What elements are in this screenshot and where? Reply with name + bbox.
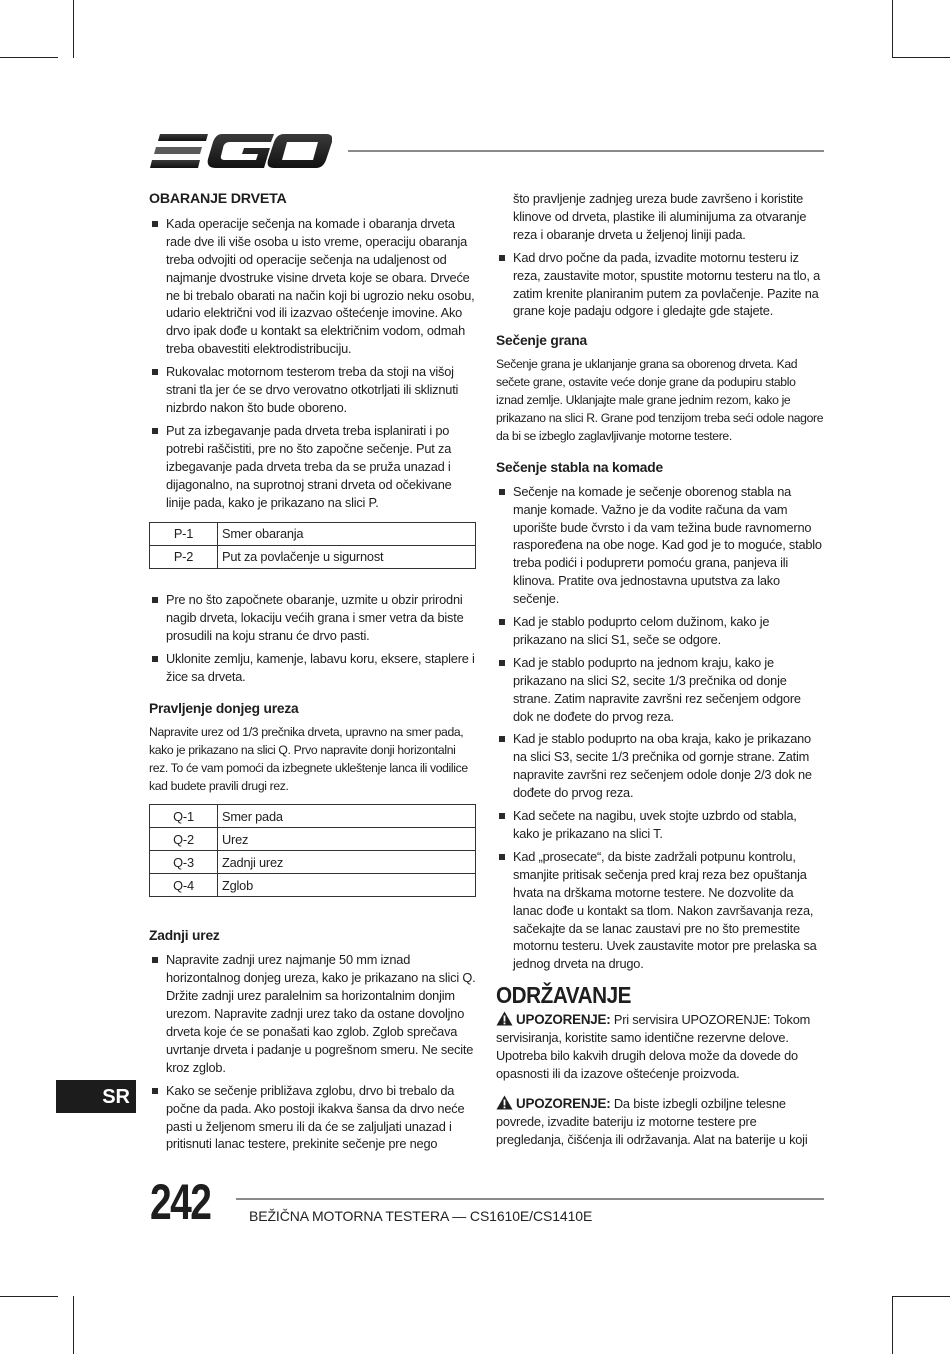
table-row xyxy=(150,828,476,851)
section-title-bucking: Sečenje stabla na komade xyxy=(496,459,663,475)
crop-mark xyxy=(892,1296,950,1297)
crop-mark xyxy=(73,1296,74,1354)
legend-key: Q-2 xyxy=(150,828,218,851)
felling-bullets xyxy=(149,215,476,512)
list-item: Kada operacije sečenja na komade i obaranja drveta rade dve ili više osoba u isto vreme, operaciju obaranja treba odvojiti od operacije sečenja na udaljenost od najmanje dvostruke visine drveta koje se obara. Drveće ne bi trebalo obarati na način koji bi ugrozio neku osobu, udario električni vod ili izazvao oštećenje imovine. Ako drvo ipak dođe u kontakt sa električnim vodom, odmah treba obavestiti elektrodistribuciju. xyxy=(149,215,476,358)
page-number: 242 xyxy=(150,1174,211,1230)
table-row xyxy=(150,546,476,569)
legend-key: P-2 xyxy=(150,546,218,569)
warning-block xyxy=(496,1011,824,1083)
ego-logo xyxy=(150,128,332,172)
legend-value: Urez xyxy=(218,828,476,851)
warning-block xyxy=(496,1095,824,1149)
list-item: Kad „prosecate“, da biste zadržali potpunu kontrolu, smanjite pritisak sečenja pred kraj reza bez opuštanja hvata na drškama motorne testere. Ne dozvolite da lanac dođe u kontakt sa tlom. Nakon završavanja reza, sačekajte da se lanac zaustavi pre no što premestite motornu testeru. Uvek zaustavite motor pre prelaska sa jednog drveta na drugo. xyxy=(496,848,824,973)
felling-bullets-2 xyxy=(149,591,476,686)
list-item: Kad je stablo poduprto celom dužinom, kako je prikazano na slici S1, seče se odgore. xyxy=(496,613,824,649)
notch-text: Napravite urez od 1/3 prečnika drveta, upravno na smer pada, kako je prikazano na slici Q. Prvo napravite donji horizontalni rez. To će vam pomoći da izbegnete ukleštenje lanca ili vodilice kad budete pravili drugi rez. xyxy=(149,724,468,793)
table-row xyxy=(150,805,476,828)
legend-value: Zadnji urez xyxy=(218,851,476,874)
legend-key: Q-3 xyxy=(150,851,218,874)
legend-value: Put za povlačenje u sigurnost xyxy=(218,546,476,569)
list-item: Napravite zadnji urez najmanje 50 mm iznad horizontalnog donjeg ureza, kako je prikazano na slici Q. Držite zadnji urez paralelnim sa horizontalnim donjim urezom. Napravite zadnji urez tako da ostane dovoljno drveta koje će se ponašati kao zglob. Zglob sprečava uvrtanje drveta i padanje u pogrešnom smeru. Ne secite kroz zglob. xyxy=(149,951,476,1076)
right-column xyxy=(496,190,824,1149)
legend-value: Zglob xyxy=(218,874,476,897)
table-row xyxy=(150,851,476,874)
list-item: Rukovalac motornom testerom treba da stoji na višoj strani tla jer će se drvo verovatno otkotrljati ili skliznuti nizbrdo nakon što bude oboreno. xyxy=(149,363,476,417)
legend-key: Q-4 xyxy=(150,874,218,897)
warning-text: Da biste izbegli ozbiljne telesne povrede, izvadite bateriju iz motorne testere pre pregledanja, čišćenja ili održavanja. Alat na baterije u koji xyxy=(496,1095,808,1147)
footer-rule xyxy=(236,1198,824,1200)
crop-mark xyxy=(892,57,950,58)
section-title-maintenance: ODRŽAVANJE xyxy=(496,982,632,1009)
legend-table-p xyxy=(149,522,476,569)
list-item: Kad je stablo poduprto na jednom kraju, kako je prikazano na slici S2, secite 1/3 prečnika od donje strane. Zatim napravite završni rez sečenjem odgore dok ne dođete do prvog reza. xyxy=(496,654,824,726)
legend-table-q xyxy=(149,804,476,897)
warning-label: UPOZORENJE: xyxy=(516,1095,611,1111)
section-title-limbing: Sečenje grana xyxy=(496,333,587,349)
footer-title: BEŽIČNA MOTORNA TESTERA — CS1610E/CS1410E xyxy=(249,1208,593,1224)
crop-mark xyxy=(0,1296,58,1297)
warning-label: UPOZORENJE: xyxy=(516,1012,611,1028)
header-rule xyxy=(348,150,824,152)
continuation-bullets xyxy=(496,190,824,320)
left-column xyxy=(149,190,476,1158)
crop-mark xyxy=(892,0,893,58)
list-item-continued: što pravljenje zadnjeg ureza bude završeno i koristite klinove od drveta, plastike ili aluminijuma za otvaranje reza i obaranje drveta u željenoj liniji pada. xyxy=(513,191,807,242)
table-row xyxy=(150,523,476,546)
section-title-back-cut: Zadnji urez xyxy=(149,928,220,944)
back-cut-bullets xyxy=(149,951,476,1153)
list-item: Kad sečete na nagibu, uvek stojte uzbrdo od stabla, kako je prikazano na slici T. xyxy=(496,807,824,843)
crop-mark xyxy=(73,0,74,58)
section-title-notch: Pravljenje donjeg ureza xyxy=(149,700,299,716)
list-item: Pre no što započnete obaranje, uzmite u obzir prirodni nagib drveta, lokaciju većih grana i smer vetra da biste prosudili na koju stranu će drvo pasti. xyxy=(149,591,476,645)
legend-key: Q-1 xyxy=(150,805,218,828)
warning-icon xyxy=(496,1095,513,1110)
table-row xyxy=(150,874,476,897)
language-tab: SR xyxy=(56,1080,136,1113)
list-item: Kako se sečenje približava zglobu, drvo bi trebalo da počne da pada. Ako postoji ikakva šansa da drvo neće pasti u željenom smeru ili da će se zaljuljati unazad i pritisnuti lanac testere, prekinite sečenje pre nego xyxy=(149,1082,476,1154)
legend-value: Smer pada xyxy=(218,805,476,828)
section-title-felling: OBARANJE DRVETA xyxy=(149,191,287,207)
legend-value: Smer obaranja xyxy=(218,523,476,546)
warning-text: Pri servisira UPOZORENJE: Tokom servisiranja, koristite samo identične rezervne delove. Upotreba bilo kakvih drugih delova može da dovede do opasnosti ili da izazove oštećenje proizvoda. xyxy=(496,1012,811,1081)
legend-key: P-1 xyxy=(150,523,218,546)
bucking-bullets xyxy=(496,483,824,974)
list-item: Kad drvo počne da pada, izvadite motornu testeru iz reza, zaustavite motor, spustite motornu testeru na tlo, a zatim krenite planiranim putem za povlačenje. Pazite na grane koje padaju odgore i gledajte gde stajete. xyxy=(496,249,824,321)
list-item: Put za izbegavanje pada drveta treba isplanirati i po potrebi raščistiti, pre no što započne sečenje. Put za izbegavanje pada drveta treba da se pruža unazad i dijagonalno, na suprotnoj strani drveta od očekivane linije pada, kako je prikazano na slici P. xyxy=(149,422,476,512)
list-item: Sečenje na komade je sečenje oborenog stabla na manje komade. Važno je da vodite računa da vam uporište bude čvrsto i da vam težina bude ravnomerno raspoređena na obe noge. Kad god je to moguće, stablo treba podići i poduprети pomoću grana, panjeva ili klinova. Pratite ova jednostavna uputstva za lako sečenje. xyxy=(496,483,824,608)
list-item: Kad je stablo poduprto na oba kraja, kako je prikazano na slici S3, secite 1/3 prečnika od gornje strane. Zatim napravite završni rez sečenjem odole donje 2/3 dok ne dođete do prvog reza. xyxy=(496,730,824,802)
crop-mark xyxy=(892,1296,893,1354)
warning-icon xyxy=(496,1011,513,1026)
crop-mark xyxy=(0,57,58,58)
limbing-text: Sečenje grana je uklanjanje grana sa oborenog drveta. Kad sečete grane, ostavite veće donje grane da podupiru stablo iznad zemlje. Uklanjajte male grane jednim rezom, kako je prikazano na slici R. Grane pod tenzijom treba seći odole nagore da bi se izbeglo zaglavljivanje motorne testere. xyxy=(496,357,824,443)
list-item: Uklonite zemlju, kamenje, labavu koru, eksere, staplere i žice sa drveta. xyxy=(149,650,476,686)
